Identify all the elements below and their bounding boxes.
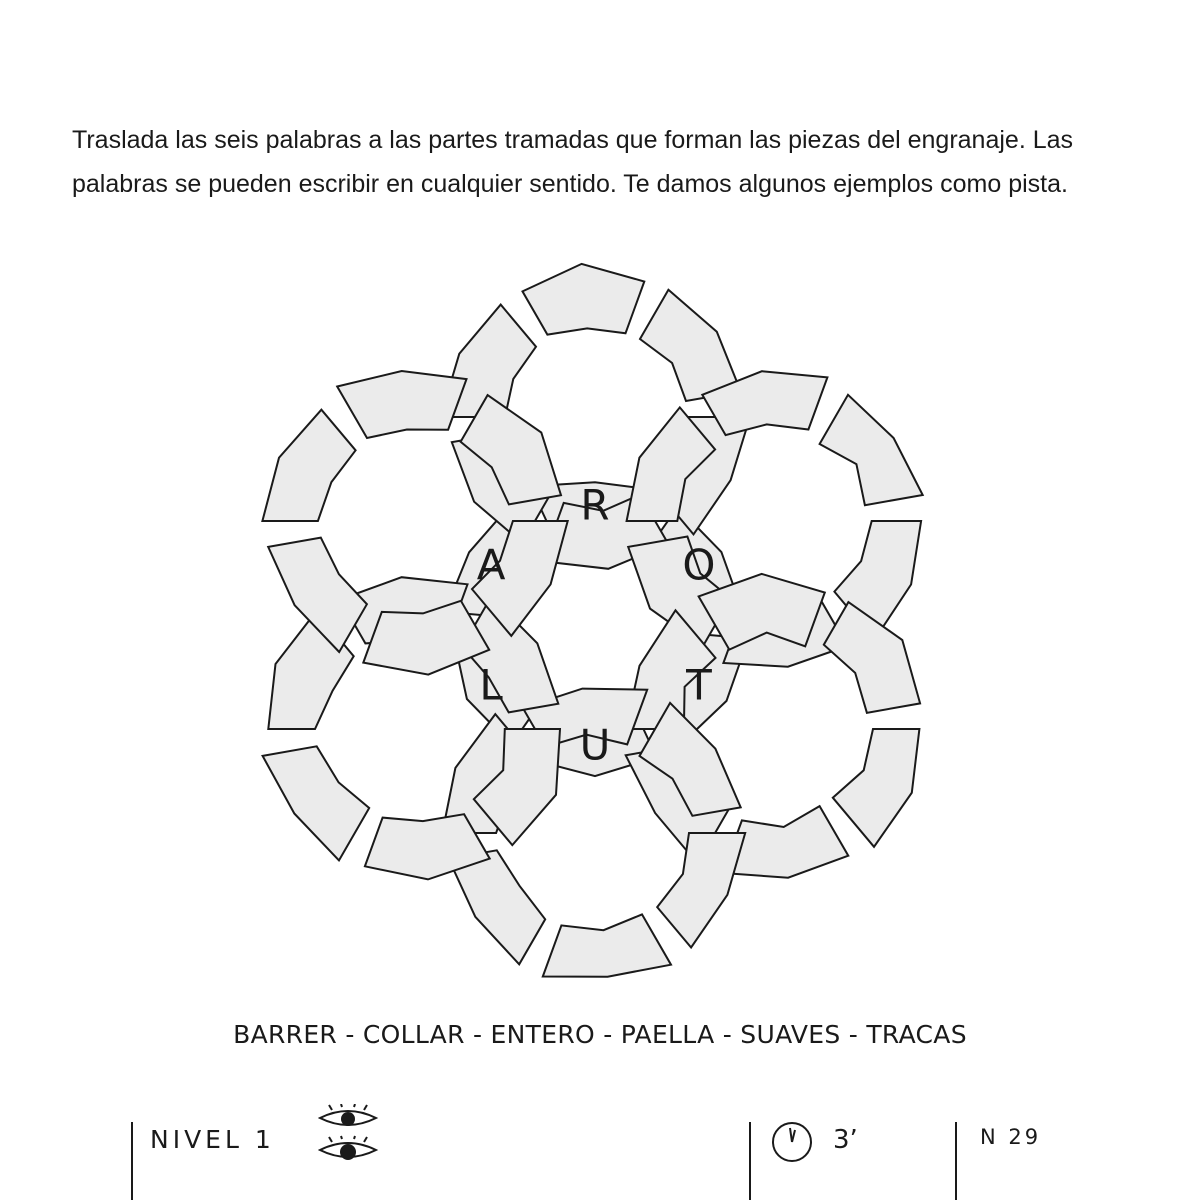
gear-piece[interactable] <box>263 746 370 860</box>
footer-divider <box>131 1122 133 1200</box>
clue-letter: R <box>580 480 610 530</box>
level-label: NIVEL 1 <box>150 1125 275 1154</box>
word-list: BARRER - COLLAR - ENTERO - PAELLA - SUAVES - TRACAS <box>233 1020 967 1049</box>
footer-divider <box>955 1122 957 1200</box>
gear-piece[interactable] <box>543 914 671 976</box>
clue-letter: T <box>686 660 712 710</box>
gear-piece[interactable] <box>833 729 920 847</box>
instructions-text: Traslada las seis palabras a las partes tramadas que forman las piezas del engranaje. Las palabras se pueden escribir en cualquier sentido. Te damos algunos ejemplos como pista. <box>72 126 1074 198</box>
footer-divider <box>749 1122 751 1200</box>
eyes-icon <box>318 1104 380 1166</box>
gear-piece[interactable] <box>262 410 355 521</box>
clue-letter: A <box>476 540 506 590</box>
gear-piece[interactable] <box>640 290 741 401</box>
gear-piece[interactable] <box>824 602 920 713</box>
gear-piece[interactable] <box>337 371 466 438</box>
clock-icon <box>770 1120 814 1164</box>
gear-piece[interactable] <box>820 395 923 505</box>
gear-piece[interactable] <box>523 264 645 335</box>
time-label: 3’ <box>833 1125 858 1155</box>
clue-letter: L <box>479 660 503 710</box>
clue-letter: U <box>579 720 611 770</box>
gear-piece[interactable] <box>657 833 745 948</box>
clue-letter: O <box>682 540 716 590</box>
puzzle-number: N 29 <box>980 1125 1042 1149</box>
